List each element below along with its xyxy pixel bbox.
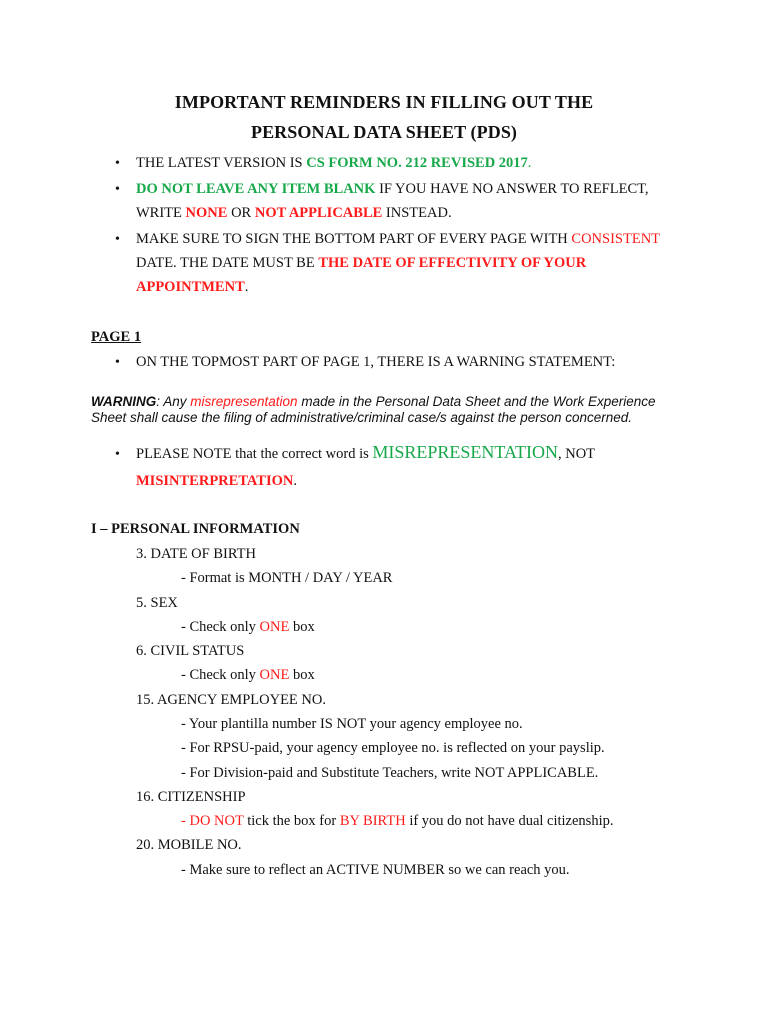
item-mobile-no: 20. MOBILE NO. — [136, 837, 242, 853]
misrepresentation-word: misrepresentation — [190, 394, 298, 409]
mobile-note: - Make sure to reflect an ACTIVE NUMBER so we can reach you. — [181, 862, 570, 878]
reminder-text: THE LATEST VERSION IS — [136, 155, 307, 171]
bullet-icon: • — [115, 232, 120, 247]
agency-note-2: - For RPSU-paid, your agency employee no. is reflected on your payslip. — [181, 740, 605, 756]
bullet-icon: • — [115, 447, 120, 462]
item-date-of-birth: 3. DATE OF BIRTH — [136, 546, 256, 562]
reminder-text: WRITE — [136, 205, 186, 221]
misrepresentation-big: MISREPRESENTATION — [372, 442, 558, 462]
civil-status-note — [181, 667, 315, 684]
form-version: CS FORM NO. 212 REVISED 2017 — [306, 155, 528, 171]
title-line-1: IMPORTANT REMINDERS IN FILLING OUT THE — [174, 92, 594, 112]
sex-note — [181, 619, 315, 636]
appointment-emphasis: APPOINTMENT — [136, 279, 245, 295]
reminder-text: DATE. THE DATE MUST BE — [136, 255, 319, 271]
not-applicable-emphasis: NOT APPLICABLE — [254, 205, 383, 221]
by-birth-emphasis: BY BIRTH — [339, 813, 406, 829]
bullet-icon: • — [115, 182, 120, 197]
reminder-text: IF YOU HAVE NO ANSWER TO REFLECT, — [375, 181, 649, 197]
agency-note-1: - Your plantilla number IS NOT your agency employee no. — [181, 716, 523, 732]
reminder-text: INSTEAD. — [382, 205, 452, 221]
page1-warning-intro: ON THE TOPMOST PART OF PAGE 1, THERE IS A WARNING STATEMENT: — [136, 354, 616, 370]
reminder-latest-version — [136, 155, 531, 172]
reminder-text: OR — [227, 205, 255, 221]
citizenship-note — [181, 813, 613, 830]
personal-info-heading: I – PERSONAL INFORMATION — [91, 521, 300, 537]
warning-text: : Any — [156, 394, 191, 409]
item-sex: 5. SEX — [136, 595, 178, 611]
page1-heading: PAGE 1 — [91, 329, 142, 345]
no-blank-emphasis: DO NOT LEAVE ANY ITEM BLANK — [136, 181, 376, 197]
note-text: - Check only — [181, 619, 260, 635]
reminder-sign-line-1 — [136, 231, 660, 248]
reminder-no-blank-line-2 — [136, 205, 452, 222]
warning-statement-line-1 — [91, 394, 656, 409]
please-note-line-1 — [136, 442, 595, 463]
one-emphasis: ONE — [259, 667, 290, 683]
dash: - — [181, 813, 190, 829]
note-text: box — [289, 619, 315, 635]
period: . — [244, 279, 249, 295]
do-not-emphasis: DO NOT — [189, 813, 244, 829]
please-note-line-2 — [136, 473, 297, 490]
none-emphasis: NONE — [185, 205, 228, 221]
note-text: box — [289, 667, 315, 683]
period: . — [293, 473, 298, 489]
dob-format-note: - Format is MONTH / DAY / YEAR — [181, 570, 393, 586]
note-text: - Check only — [181, 667, 260, 683]
note-text: , NOT — [557, 446, 596, 462]
consistent-emphasis: CONSISTENT — [571, 231, 661, 247]
bullet-icon: • — [115, 156, 120, 171]
misinterpretation-word: MISINTERPRETATION — [136, 473, 294, 489]
item-citizenship: 16. CITIZENSHIP — [136, 789, 246, 805]
reminder-no-blank-line-1 — [136, 181, 649, 198]
warning-text: made in the Personal Data Sheet and the Work Experience — [297, 394, 656, 409]
reminder-sign-line-2 — [136, 255, 586, 272]
title-line-2: PERSONAL DATA SHEET (PDS) — [250, 122, 518, 142]
note-text: PLEASE NOTE that the correct word is — [136, 446, 373, 462]
effectivity-emphasis: THE DATE OF EFFECTIVITY OF YOUR — [318, 255, 587, 271]
warning-statement-line-2: Sheet shall cause the filing of administrative/criminal case/s against the person concerned. — [91, 410, 633, 425]
bullet-icon: • — [115, 355, 120, 370]
reminder-sign-line-3 — [136, 279, 248, 296]
reminder-text: MAKE SURE TO SIGN THE BOTTOM PART OF EVERY PAGE WITH — [136, 231, 572, 247]
one-emphasis: ONE — [259, 619, 290, 635]
note-text: if you do not have dual citizenship. — [405, 813, 614, 829]
item-civil-status: 6. CIVIL STATUS — [136, 643, 245, 659]
item-agency-employee-no: 15. AGENCY EMPLOYEE NO. — [136, 692, 326, 708]
agency-note-3: - For Division-paid and Substitute Teachers, write NOT APPLICABLE. — [181, 765, 599, 781]
period: . — [527, 155, 532, 171]
note-text: tick the box for — [243, 813, 340, 829]
warning-label: WARNING — [91, 394, 157, 409]
